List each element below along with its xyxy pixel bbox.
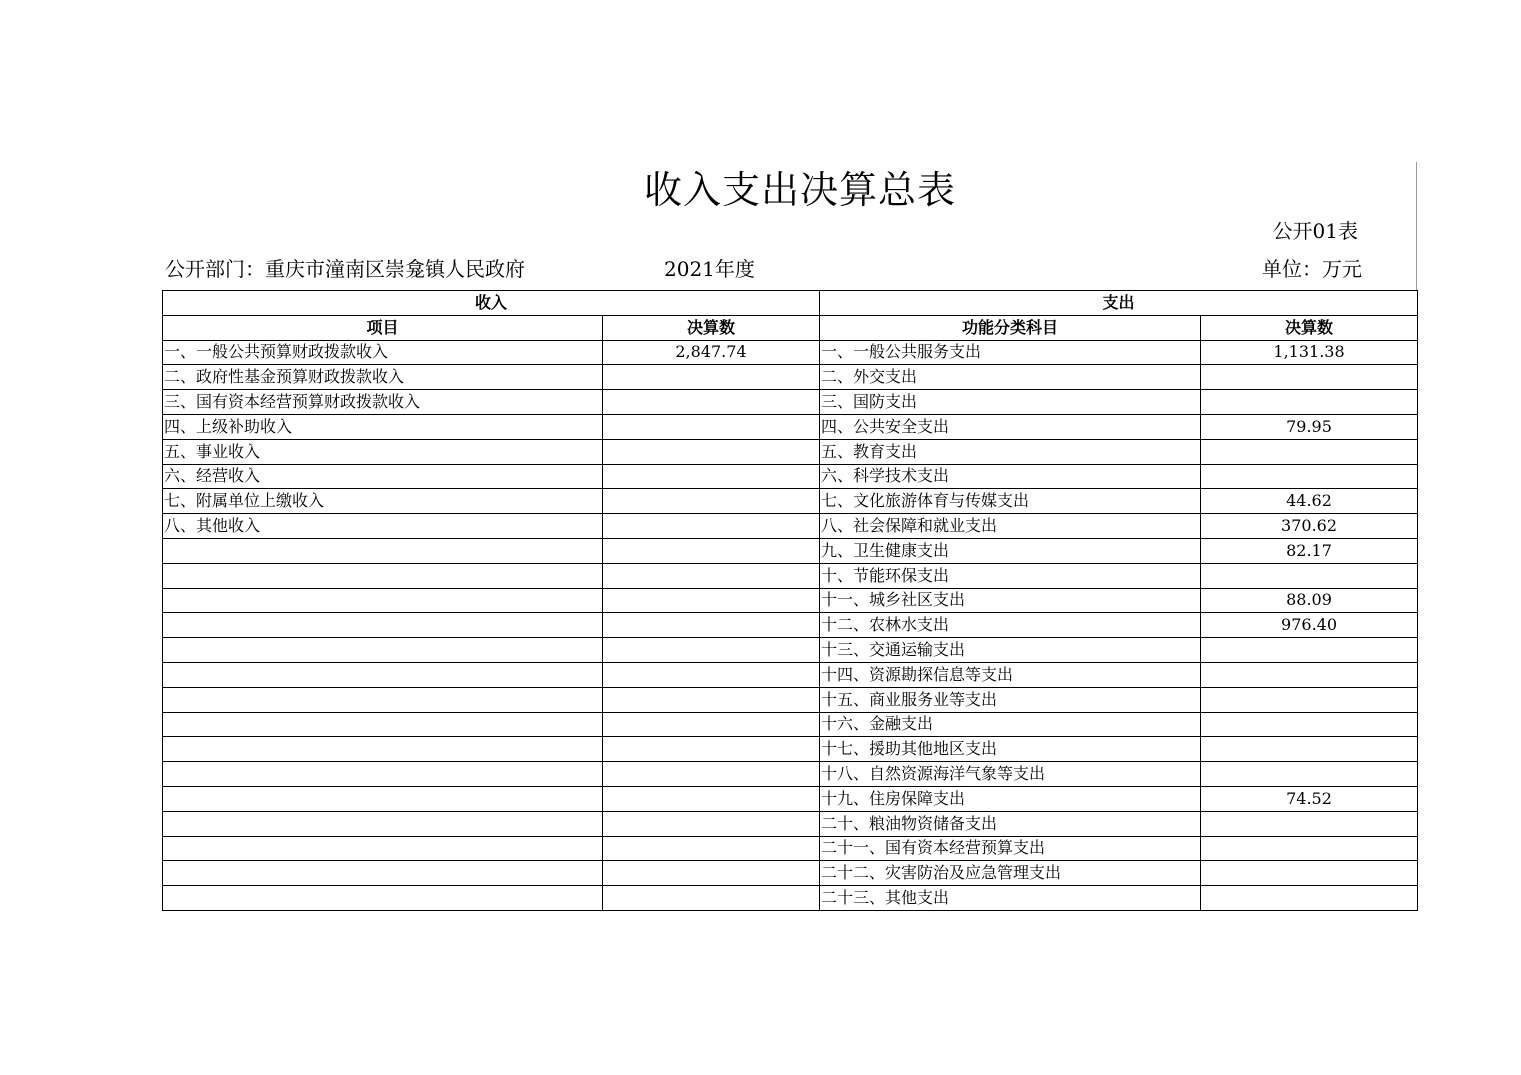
expense-amount-cell: 976.40: [1201, 613, 1418, 638]
table-row: [163, 464, 1418, 489]
income-amount-cell: [603, 464, 820, 489]
section-header-row: [163, 291, 1418, 316]
income-amount-cell: [603, 563, 820, 588]
income-item-cell: 二、政府性基金预算财政拨款收入: [163, 365, 603, 390]
income-item-cell: 五、事业收入: [163, 439, 603, 464]
income-amount-cell: [603, 861, 820, 886]
income-item-cell: 四、上级补助收入: [163, 414, 603, 439]
fiscal-year: 2021年度: [664, 257, 755, 281]
income-item-cell: [163, 836, 603, 861]
expense-amount-cell: 74.52: [1201, 786, 1418, 811]
table-row: [163, 365, 1418, 390]
income-item-cell: [163, 811, 603, 836]
income-amount-cell: [603, 638, 820, 663]
expense-amount-cell: [1201, 811, 1418, 836]
income-section-header: 收入: [163, 291, 820, 316]
expense-amount-cell: [1201, 662, 1418, 687]
expense-amount-column-header: 决算数: [1201, 315, 1418, 340]
page-title: 收入支出决算总表: [643, 168, 956, 212]
table-row: [163, 861, 1418, 886]
expense-amount-cell: [1201, 737, 1418, 762]
expense-item-cell: 十三、交通运输支出: [820, 638, 1201, 663]
income-item-cell: 七、附属单位上缴收入: [163, 489, 603, 514]
table-row: [163, 886, 1418, 911]
income-item-cell: [163, 563, 603, 588]
income-item-cell: 三、国有资本经营预算财政拨款收入: [163, 390, 603, 415]
income-item-cell: 六、经营收入: [163, 464, 603, 489]
expense-item-cell: 七、文化旅游体育与传媒支出: [820, 489, 1201, 514]
expense-item-cell: 八、社会保障和就业支出: [820, 514, 1201, 539]
income-amount-cell: [603, 687, 820, 712]
expense-item-cell: 十七、援助其他地区支出: [820, 737, 1201, 762]
income-amount-cell: [603, 439, 820, 464]
expense-amount-cell: [1201, 861, 1418, 886]
table-row: [163, 489, 1418, 514]
expense-item-cell: 二十一、国有资本经营预算支出: [820, 836, 1201, 861]
table-row: [163, 613, 1418, 638]
table-row: [163, 712, 1418, 737]
income-item-cell: [163, 638, 603, 663]
expense-amount-cell: 370.62: [1201, 514, 1418, 539]
expense-amount-cell: [1201, 886, 1418, 911]
income-amount-cell: [603, 588, 820, 613]
expense-item-cell: 十二、农林水支出: [820, 613, 1201, 638]
income-amount-cell: [603, 786, 820, 811]
table-row: [163, 563, 1418, 588]
income-item-cell: 一、一般公共预算财政拨款收入: [163, 340, 603, 365]
department-label: 公开部门：重庆市潼南区崇龛镇人民政府: [165, 257, 525, 281]
column-header-row: [163, 315, 1418, 340]
income-amount-cell: [603, 836, 820, 861]
income-item-cell: [163, 737, 603, 762]
table-row: [163, 762, 1418, 787]
expense-amount-cell: 79.95: [1201, 414, 1418, 439]
expense-amount-cell: 82.17: [1201, 538, 1418, 563]
expense-amount-cell: [1201, 464, 1418, 489]
expense-item-cell: 二十、粮油物资储备支出: [820, 811, 1201, 836]
expense-item-cell: 二、外交支出: [820, 365, 1201, 390]
income-amount-cell: [603, 811, 820, 836]
income-item-cell: [163, 762, 603, 787]
expense-item-cell: 五、教育支出: [820, 439, 1201, 464]
expense-item-cell: 十六、金融支出: [820, 712, 1201, 737]
expense-item-cell: 一、一般公共服务支出: [820, 340, 1201, 365]
expense-item-cell: 六、科学技术支出: [820, 464, 1201, 489]
expense-amount-cell: [1201, 365, 1418, 390]
expense-item-cell: 二十二、灾害防治及应急管理支出: [820, 861, 1201, 886]
table-row: [163, 638, 1418, 663]
income-item-cell: [163, 588, 603, 613]
income-amount-cell: [603, 538, 820, 563]
expense-amount-cell: [1201, 638, 1418, 663]
expense-amount-cell: [1201, 687, 1418, 712]
table-body: [163, 340, 1418, 910]
table-row: [163, 514, 1418, 539]
expense-amount-cell: 88.09: [1201, 588, 1418, 613]
table-row: [163, 340, 1418, 365]
expense-amount-cell: [1201, 563, 1418, 588]
expense-amount-cell: [1201, 836, 1418, 861]
income-amount-cell: 2,847.74: [603, 340, 820, 365]
form-number: 公开01表: [1272, 219, 1358, 243]
expense-amount-cell: [1201, 390, 1418, 415]
income-item-cell: [163, 786, 603, 811]
income-amount-cell: [603, 414, 820, 439]
income-amount-cell: [603, 762, 820, 787]
income-item-cell: [163, 712, 603, 737]
expense-item-cell: 九、卫生健康支出: [820, 538, 1201, 563]
income-amount-cell: [603, 365, 820, 390]
table-row: [163, 836, 1418, 861]
income-amount-cell: [603, 662, 820, 687]
table-row: [163, 737, 1418, 762]
income-amount-cell: [603, 390, 820, 415]
expense-item-cell: 二十三、其他支出: [820, 886, 1201, 911]
expense-item-cell: 十九、住房保障支出: [820, 786, 1201, 811]
income-item-cell: [163, 613, 603, 638]
table-row: [163, 390, 1418, 415]
income-item-cell: [163, 886, 603, 911]
expense-amount-cell: [1201, 439, 1418, 464]
table-row: [163, 662, 1418, 687]
unit-label: 单位：万元: [1262, 257, 1362, 281]
expense-amount-cell: 1,131.38: [1201, 340, 1418, 365]
income-item-cell: 八、其他收入: [163, 514, 603, 539]
expense-amount-cell: 44.62: [1201, 489, 1418, 514]
income-expense-table: [162, 290, 1418, 911]
expense-item-cell: 十四、资源勘探信息等支出: [820, 662, 1201, 687]
income-item-column-header: 项目: [163, 315, 603, 340]
income-amount-column-header: 决算数: [603, 315, 820, 340]
income-amount-cell: [603, 737, 820, 762]
table-row: [163, 786, 1418, 811]
table-row: [163, 811, 1418, 836]
expense-section-header: 支出: [820, 291, 1418, 316]
expense-item-cell: 四、公共安全支出: [820, 414, 1201, 439]
expense-item-column-header: 功能分类科目: [820, 315, 1201, 340]
table-row: [163, 538, 1418, 563]
income-item-cell: [163, 861, 603, 886]
expense-item-cell: 十五、商业服务业等支出: [820, 687, 1201, 712]
income-item-cell: [163, 538, 603, 563]
income-amount-cell: [603, 514, 820, 539]
expense-amount-cell: [1201, 712, 1418, 737]
table-row: [163, 414, 1418, 439]
income-amount-cell: [603, 886, 820, 911]
expense-item-cell: 十、节能环保支出: [820, 563, 1201, 588]
income-amount-cell: [603, 712, 820, 737]
income-item-cell: [163, 662, 603, 687]
income-amount-cell: [603, 613, 820, 638]
expense-item-cell: 十八、自然资源海洋气象等支出: [820, 762, 1201, 787]
table-row: [163, 687, 1418, 712]
table-row: [163, 439, 1418, 464]
income-item-cell: [163, 687, 603, 712]
income-amount-cell: [603, 489, 820, 514]
table-row: [163, 588, 1418, 613]
expense-item-cell: 十一、城乡社区支出: [820, 588, 1201, 613]
expense-amount-cell: [1201, 762, 1418, 787]
expense-item-cell: 三、国防支出: [820, 390, 1201, 415]
